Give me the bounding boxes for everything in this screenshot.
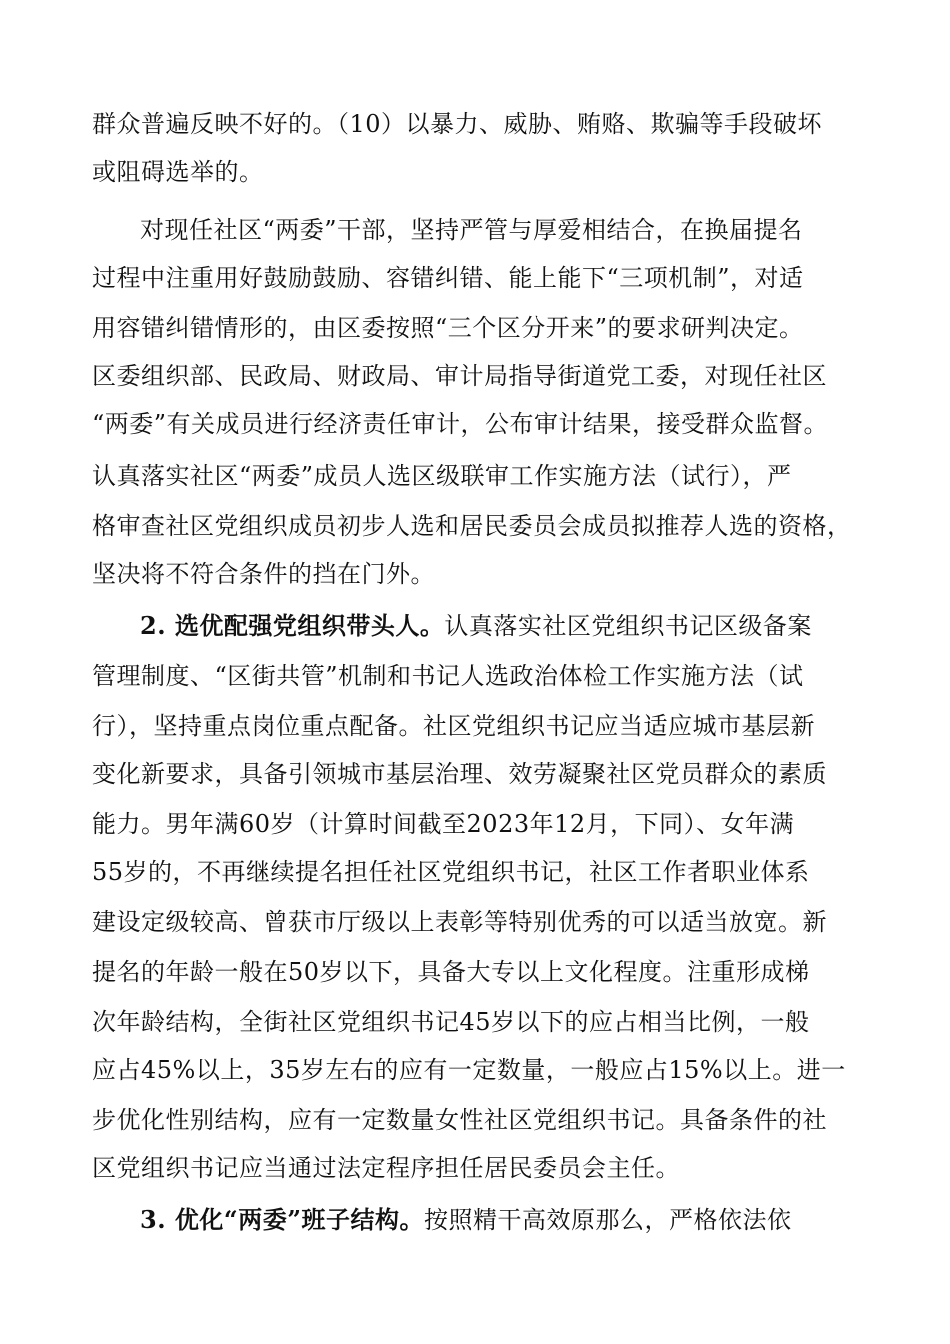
- text-line: 坚决将不符合条件的挡在门外。: [92, 560, 435, 588]
- text-line: 提名的年龄一般在50岁以下，具备大专以上文化程度。注重形成梯: [92, 958, 810, 986]
- text-line: “两委”有关成员进行经济责任审计，公布审计结果，接受群众监督。: [92, 410, 829, 438]
- text-line: 对现任社区“两委”干部，坚持严管与厚爱相结合，在换届提名: [140, 216, 803, 244]
- text-line: 管理制度、“区街共管”机制和书记人选政治体检工作实施方法（试: [92, 662, 804, 690]
- section-heading: 2. 选优配强党组织带头人。: [140, 611, 445, 640]
- text-line: 用容错纠错情形的，由区委按照“三个区分开来”的要求研判决定。: [92, 314, 804, 342]
- text-line: 建设定级较高、曾获市厅级以上表彰等特别优秀的可以适当放宽。新: [92, 908, 827, 936]
- text-line: 格审查社区党组织成员初步人选和居民委员会成员拟推荐人选的资格，: [92, 512, 852, 540]
- section-3-first-line: [140, 1200, 792, 1240]
- text-line: 群众普遍反映不好的。（10）以暴力、威胁、贿赂、欺骗等手段破坏: [92, 110, 823, 138]
- text-line: 认真落实社区“两委”成员人选区级联审工作实施方法（试行），严: [92, 462, 792, 490]
- section-2-first-line: [140, 606, 812, 646]
- text-line: 行），坚持重点岗位重点配备。社区党组织书记应当适应城市基层新: [92, 712, 815, 740]
- text-line: 区党组织书记应当通过法定程序担任居民委员会主任。: [92, 1154, 680, 1182]
- section-heading: 3. 优化“两委”班子结构。: [140, 1205, 425, 1234]
- text-line: 能力。男年满60岁（计算时间截至2023年12月，下同）、女年满: [92, 810, 795, 838]
- text-run: 认真落实社区党组织书记区级备案: [444, 612, 812, 640]
- text-line: 应占45%以上，35岁左右的应有一定数量，一般应占15%以上。进一: [92, 1056, 846, 1084]
- text-line: 变化新要求，具备引领城市基层治理、效劳凝聚社区党员群众的素质: [92, 760, 827, 788]
- text-line: 或阻碍选举的。: [92, 158, 264, 186]
- text-line: 55岁的，不再继续提名担任社区党组织书记，社区工作者职业体系: [92, 858, 810, 886]
- text-run: 按照精干高效原那么，严格依法依: [424, 1206, 792, 1234]
- text-line: 过程中注重用好鼓励鼓励、容错纠错、能上能下“三项机制”，对适: [92, 264, 804, 292]
- text-line: 区委组织部、民政局、财政局、审计局指导街道党工委，对现任社区: [92, 362, 827, 390]
- text-line: 步优化性别结构，应有一定数量女性社区党组织书记。具备条件的社: [92, 1106, 827, 1134]
- text-line: 次年龄结构，全街社区党组织书记45岁以下的应占相当比例，一般: [92, 1008, 810, 1036]
